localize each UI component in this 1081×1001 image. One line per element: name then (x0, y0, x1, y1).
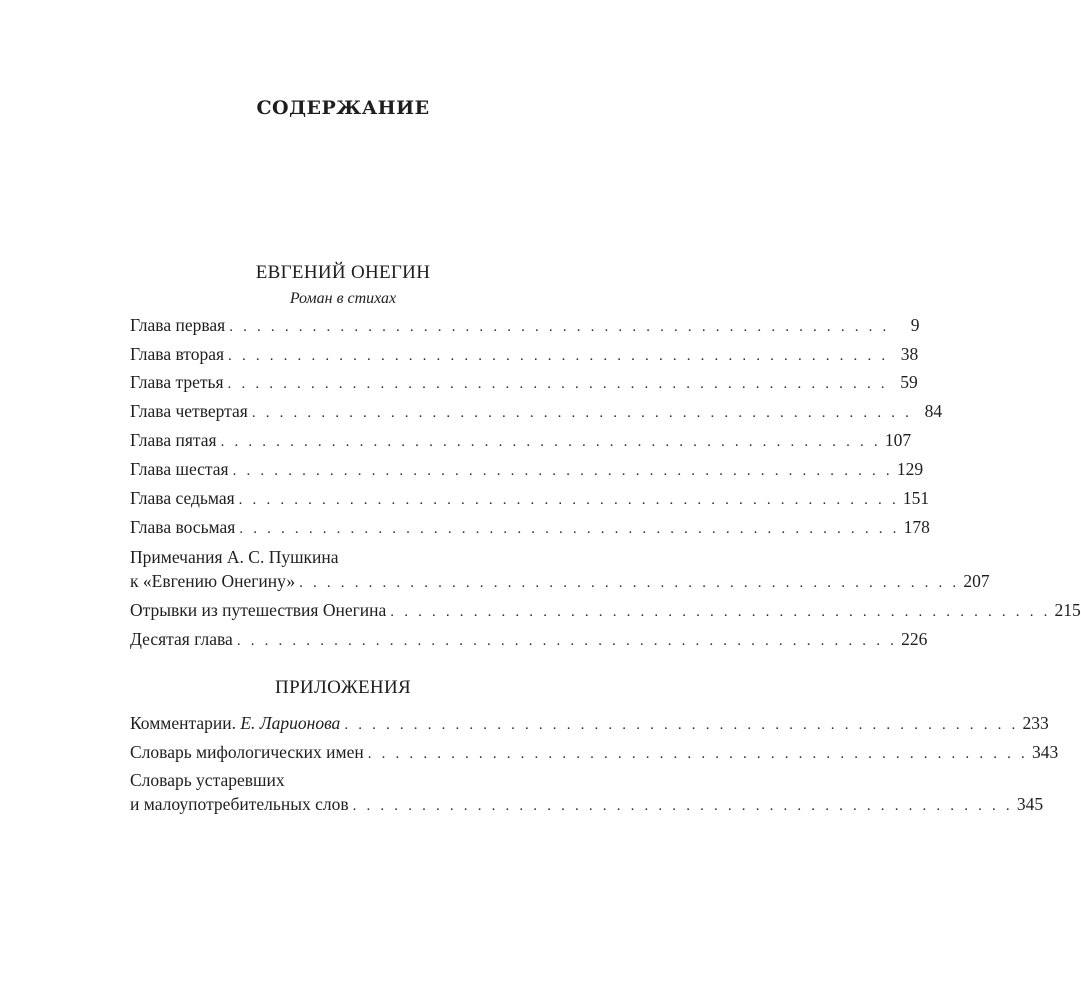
dot-leader: . . . . . . . . . . . . . . . . . . . . . . . . . . . . . . . . . . . . . . . . . . . . . . . . (238, 492, 899, 508)
section-heading-onegin: ЕВГЕНИЙ ОНЕГИН (255, 262, 431, 283)
toc-entry-page: 233 (1022, 713, 1049, 733)
section-subtitle-onegin: Роман в стихах (289, 290, 397, 307)
toc-entry-page: 178 (903, 517, 930, 537)
toc-entry[interactable] (130, 399, 943, 428)
toc-entry-title: Примечания А. С. Пушкина (130, 545, 343, 569)
toc-entry[interactable] (130, 370, 918, 399)
toc-entry-title-cont: к «Евгению Онегину» (130, 569, 299, 593)
dot-leader: . . . . . . . . . . . . . . . . . . . . . . . . . . . . . . . . . . . . . . . . . . . . . . . . (229, 319, 890, 335)
toc-entry-page: 129 (896, 459, 924, 479)
toc-entry-page: 343 (1031, 742, 1059, 762)
dot-leader: . . . . . . . . . . . . . . . . . . . . . . . . . . . . . . . . . . . . . . . . . . . . . . . . (227, 376, 888, 392)
toc-entry-title: Глава первая (130, 313, 229, 337)
dot-leader: . . . . . . . . . . . . . . . . . . . . . . . . . . . . . . . . . . . . . . . . . . . . . . . . (232, 463, 893, 479)
toc-entry[interactable] (130, 342, 919, 370)
toc-entry-page: 151 (902, 488, 930, 508)
dot-leader: . . . . . . . . . . . . . . . . . . . . . . . . . . . . . . . . . . . . . . . . . . . . . . . . (251, 405, 913, 421)
toc-entry[interactable] (130, 627, 928, 656)
toc-entry-page: 107 (884, 430, 912, 450)
toc-entry-author: Е. Ларионова (240, 713, 341, 733)
toc-entry[interactable] (130, 457, 924, 486)
toc-entry-page: 345 (1016, 794, 1044, 814)
toc-entry-title: Десятая глава (130, 627, 237, 651)
toc-entry-title: Глава седьмая (130, 486, 239, 510)
page-title: СОДЕРЖАНИЕ (256, 97, 430, 119)
toc-entry-title (130, 711, 344, 735)
dot-leader: . . . . . . . . . . . . . . . . . . . . . . . . . . . . . . . . . . . . . . . . . . . . . . . . (239, 521, 900, 537)
toc-list-onegin (130, 313, 1081, 656)
dot-leader: . . . . . . . . . . . . . . . . . . . . . . . . . . . . . . . . . . . . . . . . . . . . . . . . (236, 633, 898, 649)
toc-entry[interactable] (130, 711, 1049, 740)
toc-entry-title: Словарь устаревших (130, 768, 289, 792)
toc-entry-title: Глава вторая (130, 342, 228, 366)
section-heading-appendix: ПРИЛОЖЕНИЯ (275, 677, 411, 698)
toc-entry-title: Глава третья (130, 370, 228, 394)
toc-entry[interactable] (130, 740, 1059, 768)
toc-entry-page: 38 (900, 344, 919, 364)
dot-leader: . . . . . . . . . . . . . . . . . . . . . . . . . . . . . . . . . . . . . . . . . . . . . . . . . (344, 717, 1019, 733)
toc-entry[interactable] (130, 486, 930, 515)
toc-entry[interactable] (130, 313, 920, 342)
toc-entry[interactable] (130, 545, 990, 598)
toc-entry-title-text: Комментарии. (130, 713, 236, 733)
dot-leader: . . . . . . . . . . . . . . . . . . . . . . . . . . . . . . . . . . . . . . . . . . . . . . . . (299, 575, 960, 591)
dot-leader: . . . . . . . . . . . . . . . . . . . . . . . . . . . . . . . . . . . . . . . . . . . . . . . . (367, 746, 1028, 762)
toc-entry-page: 59 (900, 372, 918, 392)
toc-entry-title: Глава шестая (130, 457, 233, 481)
dot-leader: . . . . . . . . . . . . . . . . . . . . . . . . . . . . . . . . . . . . . . . . . . . . . . . . (352, 798, 1013, 814)
toc-entry[interactable] (130, 598, 1081, 627)
toc-entry-title: Отрывки из путешествия Онегина (130, 598, 390, 622)
dot-leader: . . . . . . . . . . . . . . . . . . . . . . . . . . . . . . . . . . . . . . . . . . . . . . . . (228, 348, 889, 364)
dot-leader: . . . . . . . . . . . . . . . . . . . . . . . . . . . . . . . . . . . . . . . . . . . . . . . . (220, 434, 881, 450)
toc-entry-title: Глава пятая (130, 428, 221, 452)
dot-leader: . . . . . . . . . . . . . . . . . . . . . . . . . . . . . . . . . . . . . . . . . . . . . . . . (390, 604, 1051, 620)
toc-entry-page: 207 (963, 571, 990, 591)
toc-entry-page: 215 (1054, 600, 1081, 620)
toc-entry-title-cont: и малоупотребительных слов (130, 792, 353, 816)
toc-entry[interactable] (130, 768, 1044, 821)
toc-entry-title: Словарь мифологических имен (130, 740, 368, 764)
toc-entry-page: 9 (910, 315, 920, 335)
toc-entry[interactable] (130, 428, 912, 457)
toc-entry-page: 84 (924, 401, 943, 421)
toc-entry[interactable] (130, 515, 930, 545)
toc-entry-title: Глава четвертая (130, 399, 252, 423)
toc-list-appendix (130, 711, 1059, 821)
toc-entry-title: Глава восьмая (130, 515, 239, 539)
toc-entry-page: 226 (901, 629, 928, 649)
